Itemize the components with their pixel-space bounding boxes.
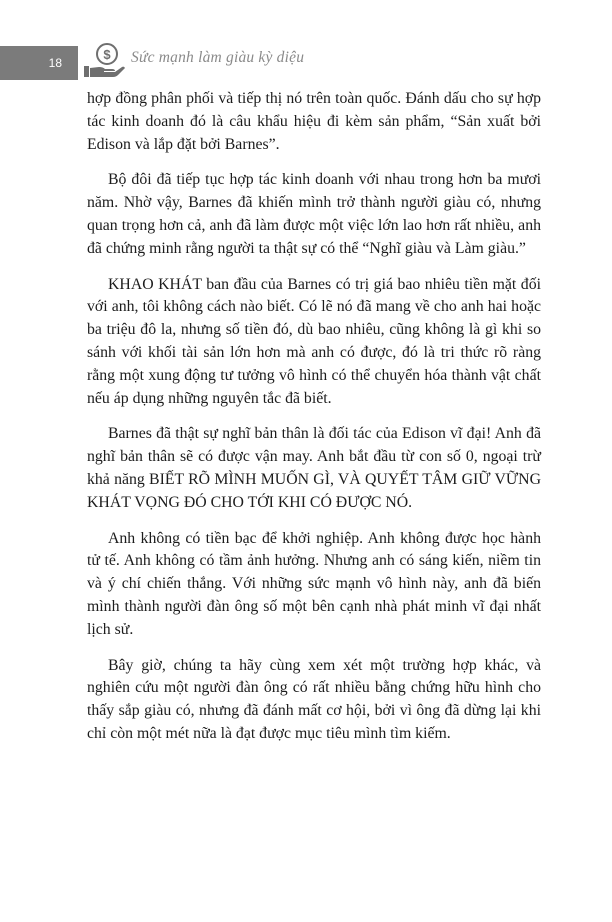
hand-with-dollar-coin-icon	[82, 40, 126, 80]
running-title: Sức mạnh làm giàu kỳ diệu	[131, 49, 305, 66]
paragraph: Bây giờ, chúng ta hãy cùng xem xét một trường hợp khác, và nghiên cứu một người đàn ông có rất nhiều bằng chứng hữu hình cho thấy sắp giàu có, nhưng đã đánh mất cơ hội, bởi vì ông đã dừng lại khi chỉ còn một mét nữa là đạt được mục tiêu mình tìm kiếm.	[87, 656, 541, 742]
page-number: 18	[48, 56, 62, 70]
paragraph: KHAO KHÁT ban đầu của Barnes có trị giá bao nhiêu tiền mặt đối với anh, tôi không cách nào biết. Có lẽ nó đã mang về cho anh hai hoặc ba triệu đô la, nhưng số tiền đó, dù bao nhiêu, cũng không là gì khi so sánh với khối tài sản lớn hơn mà anh có được, đó là tri thức rõ ràng rằng một xung động tư tưởng vô hình có thể chuyển hóa thành vật chất nếu áp dụng những nguyên tắc đã biết.	[87, 275, 541, 407]
paragraph: Anh không có tiền bạc để khởi nghiệp. Anh không được học hành tử tế. Anh không có tầm ảnh hưởng. Nhưng anh có sáng kiến, niềm tin và ý chí chiến thắng. Với những sức mạnh vô hình này, anh đã biến mình thành người đàn ông số một bên cạnh nhà phát minh vĩ đại nhất lịch sử.	[87, 529, 541, 638]
page-number-tab	[0, 46, 78, 80]
paragraph: Bộ đôi đã tiếp tục hợp tác kinh doanh với nhau trong hơn ba mươi năm. Nhờ vậy, Barnes đã khiến mình trở thành người giàu có, nhưng quan trọng hơn cả, anh đã làm được một việc lớn lao hơn rất nhiều, anh đã chứng minh rằng người ta thật sự có thể “Nghĩ giàu và Làm giàu.”	[87, 171, 541, 257]
page-header	[0, 40, 612, 80]
paragraph: Barnes đã thật sự nghĩ bản thân là đối tác của Edison vĩ đại! Anh đã nghĩ bản thân sẽ có được vận may. Anh bắt đầu từ con số 0, ngoại trừ khả năng BIẾT RÕ MÌNH MUỐN GÌ, VÀ QUYẾT TÂM GIỮ VỮNG KHÁT VỌNG ĐÓ CHO TỚI KHI CÓ ĐƯỢC NÓ.	[87, 425, 541, 511]
paragraph-continued: hợp đồng phân phối và tiếp thị nó trên toàn quốc. Đánh dấu cho sự hợp tác kinh doanh đó là câu khẩu hiệu đi kèm sản phẩm, “Sản xuất bởi Edison và lắp đặt bởi Barnes”.	[87, 90, 541, 153]
page-body	[87, 88, 541, 759]
svg-text:$: $	[103, 47, 111, 62]
